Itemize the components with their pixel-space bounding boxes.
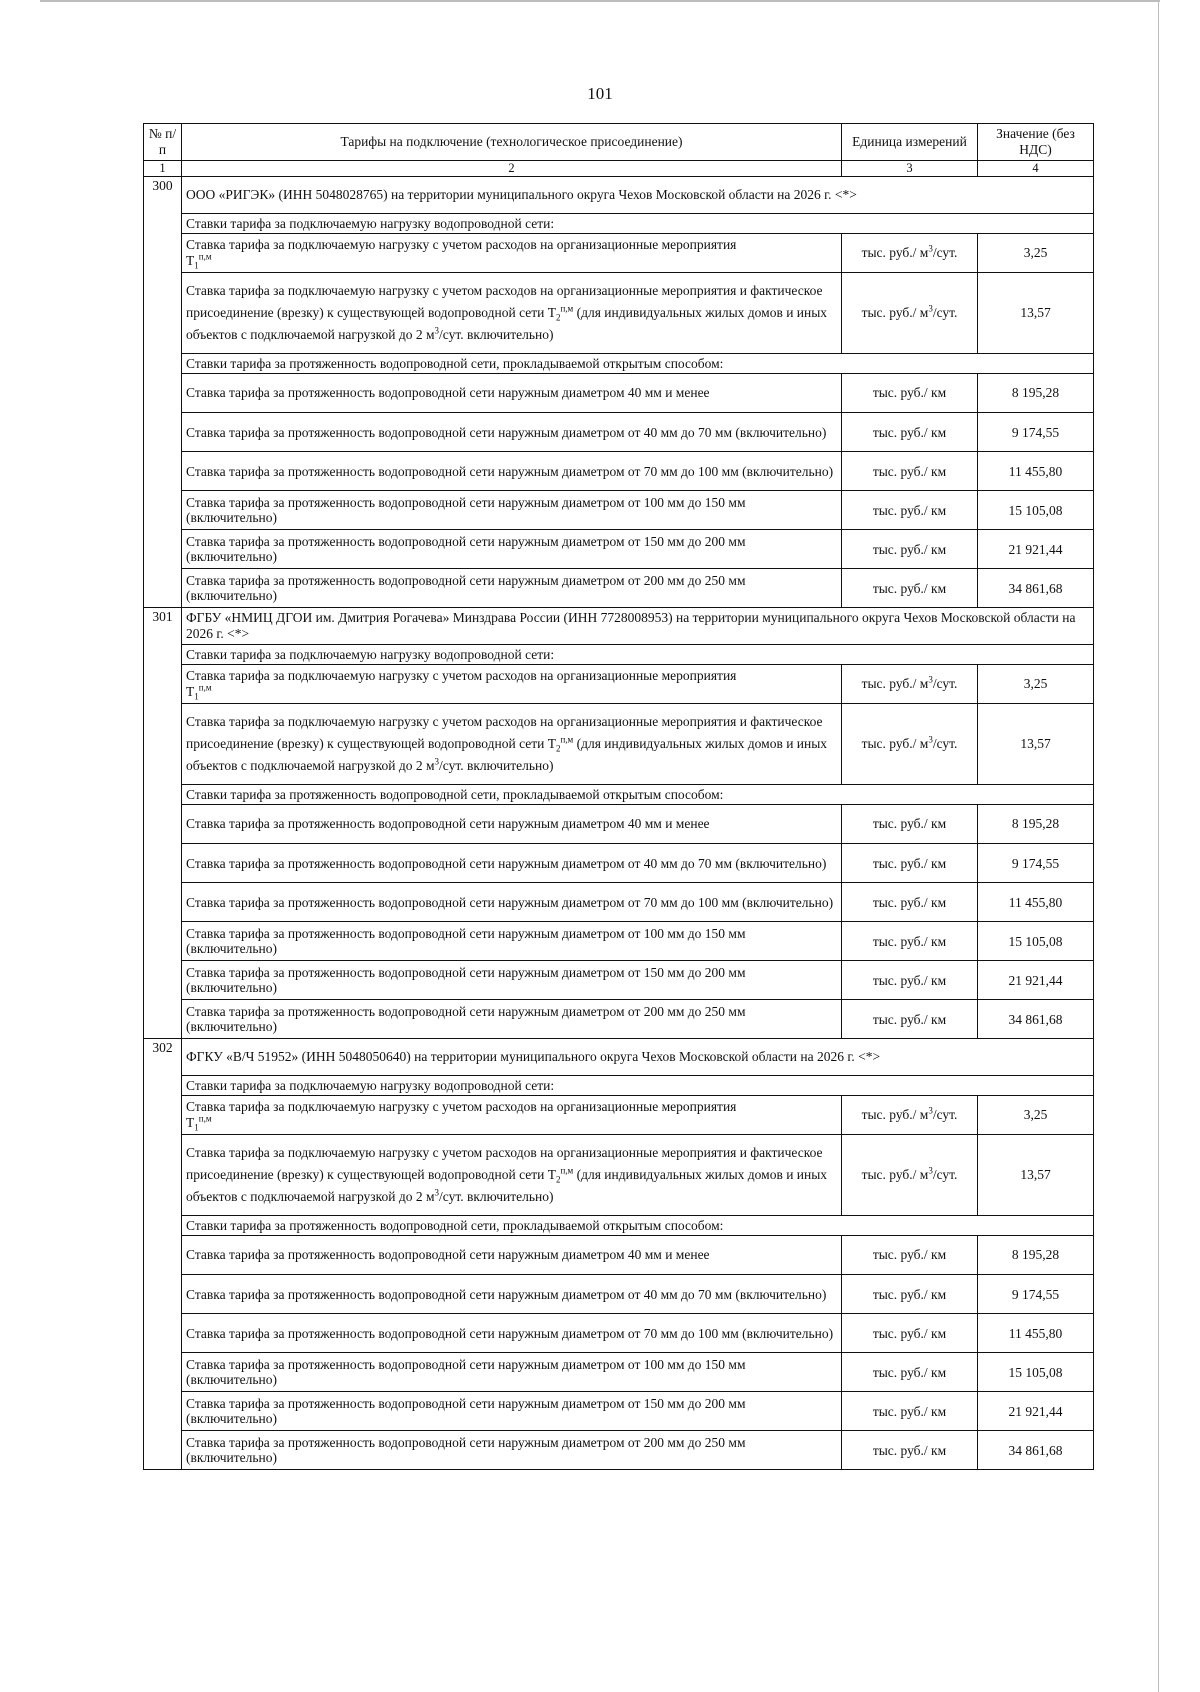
unit-cell: тыс. руб./ км [842,1431,978,1470]
section-title-length: Ставки тарифа за протяженность водопроводной сети, прокладываемой открытым способом: [182,1216,1094,1236]
tariff-symbol: T [186,253,195,268]
tariff-value: 8 195,28 [978,374,1094,413]
tariff-table [143,123,1094,1470]
tariff-description [182,665,842,704]
section-title-load: Ставки тарифа за подключаемую нагрузку водопроводной сети: [182,645,1094,665]
tariff-value: 15 105,08 [978,922,1094,961]
tariff-description: Ставка тарифа за протяженность водопроводной сети наружным диаметром 40 мм и менее [182,805,842,844]
unit-cell: тыс. руб./ км [842,491,978,530]
unit-text: /сут. [932,736,958,751]
tariff-row [144,413,1094,452]
unit-cell [842,234,978,273]
tariff-value: 13,57 [978,273,1094,354]
unit-cell [842,704,978,785]
tariff-row [144,1392,1094,1431]
unit-cell: тыс. руб./ км [842,1353,978,1392]
tariff-row [144,1314,1094,1353]
scan-top-edge [40,0,1160,2]
section-row [144,785,1094,805]
tariff-value: 3,25 [978,1096,1094,1135]
description-text: Ставка тарифа за подключаемую нагрузку с учетом расходов на организационные мероприятия [186,237,737,252]
description-text: /сут. включительно) [439,758,554,773]
unit-cell: тыс. руб./ км [842,452,978,491]
description-text: Ставка тарифа за подключаемую нагрузку с учетом расходов на организационные мероприятия [186,1099,737,1114]
unit-cell: тыс. руб./ км [842,1275,978,1314]
unit-superscript: 3 [928,303,933,314]
tariff-superscript: п,м [198,1113,212,1124]
tariff-value: 3,25 [978,665,1094,704]
tariff-superscript: п,м [560,734,574,745]
unit-cell [842,1096,978,1135]
tariff-description: Ставка тарифа за протяженность водопроводной сети наружным диаметром от 150 мм до 200 мм (включительно) [182,961,842,1000]
description-text: /сут. включительно) [439,327,554,342]
unit-text: тыс. руб./ м [861,1167,929,1182]
tariff-value: 13,57 [978,1135,1094,1216]
tariff-row [144,1431,1094,1470]
tariff-row [144,665,1094,704]
description-text: /сут. включительно) [439,1189,554,1204]
tariff-superscript: п,м [198,682,212,693]
header-tariffs: Тарифы на подключение (технологическое присоединение) [182,124,842,161]
tariff-description [182,273,842,354]
unit-cell: тыс. руб./ км [842,922,978,961]
unit-cell: тыс. руб./ км [842,530,978,569]
unit-superscript: 3 [928,674,933,685]
tariff-value: 13,57 [978,704,1094,785]
unit-cell: тыс. руб./ км [842,374,978,413]
tariff-symbol: T [186,684,195,699]
unit-cell: тыс. руб./ км [842,805,978,844]
tariff-description: Ставка тарифа за протяженность водопроводной сети наружным диаметром от 70 мм до 100 мм (включительно) [182,1314,842,1353]
section-row [144,354,1094,374]
unit-text: тыс. руб./ м [861,676,929,691]
page-number: 101 [587,84,613,103]
unit-cell [842,665,978,704]
tariff-subscript: 2 [555,743,561,754]
section-row [144,1216,1094,1236]
tariff-value: 21 921,44 [978,530,1094,569]
unit-cell: тыс. руб./ км [842,1000,978,1039]
organization-row [144,1039,1094,1076]
unit-superscript: 3 [434,756,440,767]
tariff-value: 8 195,28 [978,1236,1094,1275]
column-number: 4 [978,161,1094,177]
tariff-row [144,1096,1094,1135]
tariff-subscript: 2 [555,1174,561,1185]
tariff-row [144,1135,1094,1216]
unit-text: /сут. [932,305,958,320]
tariff-row [144,1275,1094,1314]
tariff-description: Ставка тарифа за протяженность водопроводной сети наружным диаметром от 200 мм до 250 мм (включительно) [182,569,842,608]
section-title-load: Ставки тарифа за подключаемую нагрузку водопроводной сети: [182,214,1094,234]
description-text: Ставка тарифа за подключаемую нагрузку с учетом расходов на организационные мероприятия и фактическое присоединение (врезку) к существующей водопроводной сети T [186,714,823,751]
section-row [144,645,1094,665]
tariff-superscript: п,м [560,1165,574,1176]
section-title-load: Ставки тарифа за подключаемую нагрузку водопроводной сети: [182,1076,1094,1096]
tariff-description: Ставка тарифа за протяженность водопроводной сети наружным диаметром от 150 мм до 200 мм (включительно) [182,1392,842,1431]
tariff-value: 34 861,68 [978,569,1094,608]
tariff-description: Ставка тарифа за протяженность водопроводной сети наружным диаметром от 70 мм до 100 мм (включительно) [182,452,842,491]
unit-cell: тыс. руб./ км [842,1392,978,1431]
tariff-description: Ставка тарифа за протяженность водопроводной сети наружным диаметром от 100 мм до 150 мм (включительно) [182,1353,842,1392]
unit-text: тыс. руб./ м [861,245,929,260]
tariff-description [182,1096,842,1135]
tariff-value: 15 105,08 [978,1353,1094,1392]
header-unit: Единица измерений [842,124,978,161]
tariff-value: 9 174,55 [978,413,1094,452]
tariff-row [144,805,1094,844]
tariff-subscript: 1 [194,1122,199,1133]
unit-cell: тыс. руб./ км [842,413,978,452]
tariff-description [182,1135,842,1216]
tariff-row [144,704,1094,785]
tariff-row [144,883,1094,922]
column-number: 3 [842,161,978,177]
organization-row [144,608,1094,645]
organization-row [144,177,1094,214]
unit-cell [842,273,978,354]
description-text: Ставка тарифа за подключаемую нагрузку с учетом расходов на организационные мероприятия и фактическое присоединение (врезку) к существующей водопроводной сети T [186,283,823,320]
tariff-description: Ставка тарифа за протяженность водопроводной сети наружным диаметром от 40 мм до 70 мм (включительно) [182,844,842,883]
tariff-description: Ставка тарифа за протяженность водопроводной сети наружным диаметром от 100 мм до 150 мм (включительно) [182,922,842,961]
tariff-value: 3,25 [978,234,1094,273]
unit-superscript: 3 [928,243,933,254]
unit-cell: тыс. руб./ км [842,569,978,608]
tariff-description: Ставка тарифа за протяженность водопроводной сети наружным диаметром от 150 мм до 200 мм (включительно) [182,530,842,569]
tariff-description: Ставка тарифа за протяженность водопроводной сети наружным диаметром 40 мм и менее [182,1236,842,1275]
header-number: № п/п [144,124,182,161]
description-text: Ставка тарифа за подключаемую нагрузку с учетом расходов на организационные мероприятия и фактическое присоединение (врезку) к существующей водопроводной сети T [186,1145,823,1182]
tariff-value: 15 105,08 [978,491,1094,530]
unit-text: /сут. [932,676,958,691]
column-number-row [144,161,1094,177]
tariff-superscript: п,м [198,251,212,262]
unit-text: тыс. руб./ м [861,736,929,751]
tariff-description [182,234,842,273]
unit-cell: тыс. руб./ км [842,1236,978,1275]
tariff-subscript: 1 [194,260,199,271]
tariff-row [144,922,1094,961]
table-header-row [144,124,1094,161]
description-text: (для индивидуальных жилых домов и иных объектов с подключаемой нагрузкой до 2 м [186,1167,828,1204]
tariff-subscript: 2 [555,312,561,323]
unit-text: /сут. [932,245,958,260]
unit-superscript: 3 [928,1165,933,1176]
unit-superscript: 3 [434,1187,440,1198]
tariff-superscript: п,м [560,303,574,314]
tariff-description: Ставка тарифа за протяженность водопроводной сети наружным диаметром от 200 мм до 250 мм (включительно) [182,1000,842,1039]
unit-cell: тыс. руб./ км [842,1314,978,1353]
tariff-description: Ставка тарифа за протяженность водопроводной сети наружным диаметром от 200 мм до 250 мм (включительно) [182,1431,842,1470]
tariff-row [144,530,1094,569]
tariff-description [182,704,842,785]
tariff-description: Ставка тарифа за протяженность водопроводной сети наружным диаметром от 70 мм до 100 мм (включительно) [182,883,842,922]
row-number: 302 [144,1039,182,1470]
unit-superscript: 3 [928,734,933,745]
tariff-row [144,1236,1094,1275]
unit-cell: тыс. руб./ км [842,883,978,922]
tariff-value: 21 921,44 [978,961,1094,1000]
organization-name: ФГКУ «В/Ч 51952» (ИНН 5048050640) на территории муниципального округа Чехов Московской области на 2026 г. <*> [182,1039,1094,1076]
unit-text: тыс. руб./ м [861,1107,929,1122]
unit-superscript: 3 [434,325,440,336]
tariff-row [144,1353,1094,1392]
organization-name: ФГБУ «НМИЦ ДГОИ им. Дмитрия Рогачева» Минздрава России (ИНН 7728008953) на территории муниципального округа Чехов Московской области на 2026 г. <*> [182,608,1094,645]
description-text: Ставка тарифа за подключаемую нагрузку с учетом расходов на организационные мероприятия [186,668,737,683]
tariff-value: 9 174,55 [978,1275,1094,1314]
description-text: (для индивидуальных жилых домов и иных объектов с подключаемой нагрузкой до 2 м [186,736,828,773]
tariff-value: 11 455,80 [978,1314,1094,1353]
row-number: 301 [144,608,182,1039]
tariff-description: Ставка тарифа за протяженность водопроводной сети наружным диаметром от 40 мм до 70 мм (включительно) [182,1275,842,1314]
tariff-row [144,491,1094,530]
tariff-row [144,374,1094,413]
column-number: 2 [182,161,842,177]
tariff-value: 8 195,28 [978,805,1094,844]
tariff-row [144,844,1094,883]
tariff-value: 34 861,68 [978,1000,1094,1039]
tariff-description: Ставка тарифа за протяженность водопроводной сети наружным диаметром от 40 мм до 70 мм (включительно) [182,413,842,452]
tariff-row [144,452,1094,491]
section-row [144,1076,1094,1096]
unit-text: /сут. [932,1167,958,1182]
row-number: 300 [144,177,182,608]
tariff-row [144,569,1094,608]
tariff-row [144,1000,1094,1039]
unit-text: тыс. руб./ м [861,305,929,320]
section-title-length: Ставки тарифа за протяженность водопроводной сети, прокладываемой открытым способом: [182,785,1094,805]
unit-cell [842,1135,978,1216]
tariff-value: 21 921,44 [978,1392,1094,1431]
unit-text: /сут. [932,1107,958,1122]
organization-name: ООО «РИГЭК» (ИНН 5048028765) на территории муниципального округа Чехов Московской области на 2026 г. <*> [182,177,1094,214]
scan-right-edge [1158,0,1159,1692]
description-text: (для индивидуальных жилых домов и иных объектов с подключаемой нагрузкой до 2 м [186,305,828,342]
unit-cell: тыс. руб./ км [842,844,978,883]
tariff-value: 9 174,55 [978,844,1094,883]
tariff-value: 11 455,80 [978,452,1094,491]
tariff-row [144,234,1094,273]
header-value: Значение (без НДС) [978,124,1094,161]
tariff-symbol: T [186,1115,195,1130]
tariff-value: 34 861,68 [978,1431,1094,1470]
tariff-row [144,961,1094,1000]
tariff-description: Ставка тарифа за протяженность водопроводной сети наружным диаметром от 100 мм до 150 мм (включительно) [182,491,842,530]
unit-superscript: 3 [928,1105,933,1116]
section-row [144,214,1094,234]
tariff-row [144,273,1094,354]
column-number: 1 [144,161,182,177]
section-title-length: Ставки тарифа за протяженность водопроводной сети, прокладываемой открытым способом: [182,354,1094,374]
tariff-description: Ставка тарифа за протяженность водопроводной сети наружным диаметром 40 мм и менее [182,374,842,413]
unit-cell: тыс. руб./ км [842,961,978,1000]
tariff-value: 11 455,80 [978,883,1094,922]
tariff-subscript: 1 [194,691,199,702]
